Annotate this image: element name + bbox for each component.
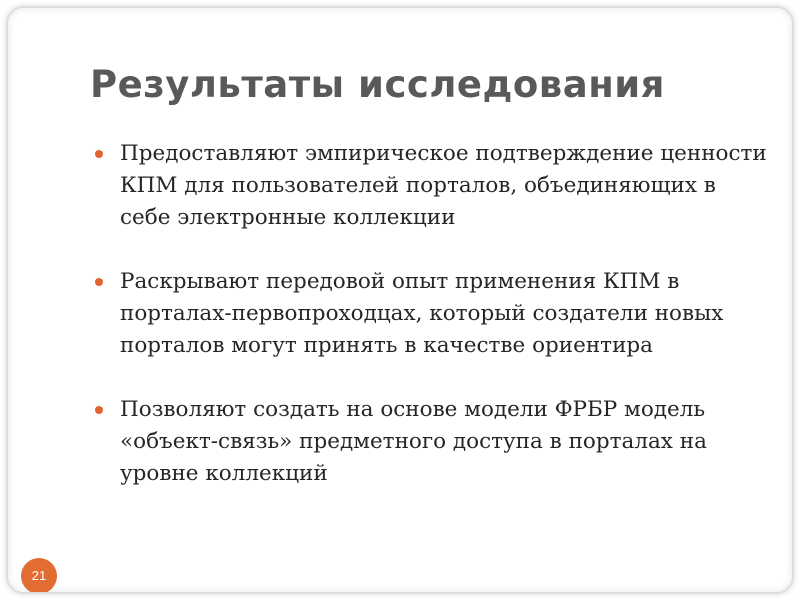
- bullet-item: [92, 266, 772, 362]
- bullet-item: [92, 138, 772, 234]
- bullet-dot-icon: [95, 150, 103, 158]
- slide: [7, 7, 793, 593]
- bullet-dot-icon: [95, 278, 103, 286]
- bullet-text: Позволяют создать на основе модели ФРБР модель «объект-связь» предметного доступа в порталах на уровне коллекций: [120, 397, 707, 486]
- bullet-item: [92, 394, 772, 490]
- bullet-text: Раскрывают передовой опыт применения КПМ в порталах-первопроходцах, который создатели новых порталов могут принять в качестве ориентира: [120, 269, 724, 358]
- bullet-list: [92, 138, 772, 490]
- slide-title: Результаты исследования: [90, 63, 665, 106]
- page-number-badge: 21: [21, 558, 57, 593]
- bullet-text: Предоставляют эмпирическое подтверждение ценности КПМ для пользователей порталов, объединяющих в себе электронные коллекции: [120, 141, 767, 230]
- bullet-dot-icon: [95, 406, 103, 414]
